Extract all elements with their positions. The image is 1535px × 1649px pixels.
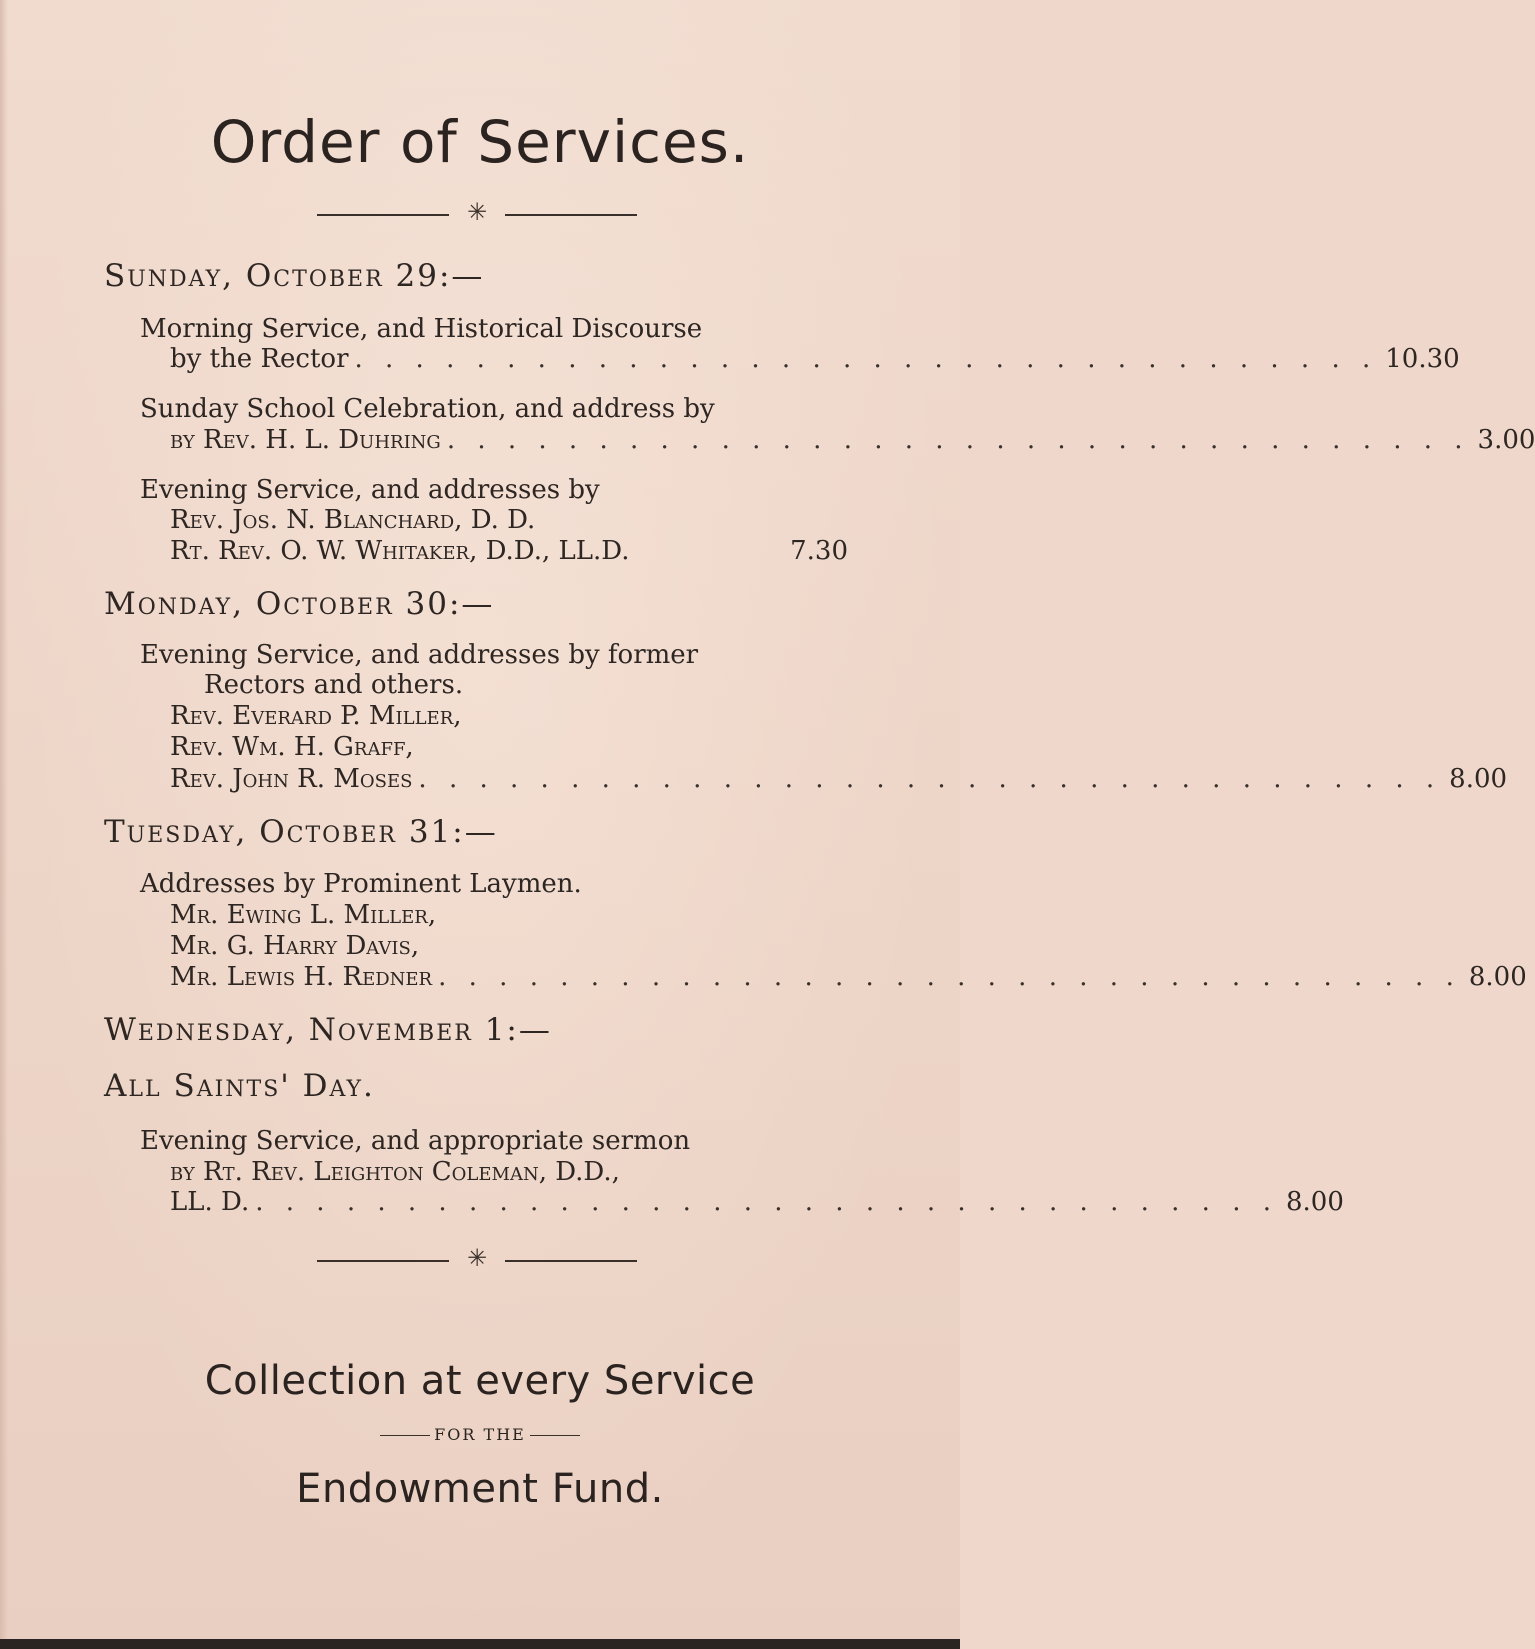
divider-line: [380, 1435, 430, 1437]
divider-line: [505, 214, 637, 216]
day-heading-monday: Monday, October 30:—: [104, 586, 495, 622]
service-time: 7.30: [790, 536, 848, 566]
leader-dots: . . . . . . . . . . . . . . . . . . . . . . . . . . . . . . . . . .: [446, 425, 1470, 455]
service-time: 10.30: [1385, 344, 1460, 374]
service-time: 8.00: [1449, 764, 1508, 794]
day-heading-wednesday: Wednesday, November 1:—: [104, 1012, 552, 1048]
divider-line: [530, 1435, 580, 1437]
service-line: [170, 1159, 620, 1185]
service-line: Mr. Ewing L. Miller,: [170, 900, 437, 930]
divider-line: [317, 214, 449, 216]
service-line: Mr. Lewis H. Redner: [170, 962, 433, 992]
leader-dots: . . . . . . . . . . . . . . . . . . . . . . . . . . . . . . . . . .: [418, 764, 1442, 794]
service-line: Evening Service, and addresses by former: [140, 640, 699, 670]
service-line: Rectors and others.: [204, 670, 464, 700]
divider-ornament-bottom: [317, 1246, 637, 1276]
divider-line: [505, 1260, 637, 1262]
leader-dots: . . . . . . . . . . . . . . . . . . . . . . . . . . . . . . . . . .: [255, 1187, 1278, 1217]
service-line: by the Rector: [170, 344, 349, 374]
service-time-row: [170, 1187, 1344, 1217]
service-line: Evening Service, and addresses by: [140, 475, 600, 505]
service-line: Rev. Everard P. Miller,: [170, 701, 462, 731]
service-line: Rev. Jos. N. Blanchard, D. D.: [170, 505, 536, 535]
service-line: Morning Service, and Historical Discourse: [140, 314, 703, 344]
asterisk-icon: ✳: [466, 198, 488, 226]
service-line: Mr. G. Harry Davis,: [170, 931, 420, 961]
leader-dots: . . . . . . . . . . . . . . . . . . . . . . . . . . . . . . . . . .: [438, 962, 1461, 992]
service-line: Addresses by Prominent Laymen.: [140, 869, 582, 899]
day-heading-tuesday: Tuesday, October 31:—: [104, 814, 498, 850]
endowment-fund-title: Endowment Fund.: [296, 1466, 664, 1512]
service-time-row: [170, 425, 1535, 455]
service-line: LL. D.: [170, 1187, 250, 1217]
service-line: Evening Service, and appropriate sermon: [140, 1126, 691, 1156]
service-time: 8.00: [1468, 962, 1527, 992]
day-subheading-all-saints: All Saints' Day.: [104, 1068, 375, 1104]
divider-ornament-top: [317, 200, 637, 230]
service-line: Rt. Rev. O. W. Whitaker, D.D., LL.D.: [170, 536, 630, 566]
service-time-row: [170, 764, 1508, 794]
service-line: Rev. Wm. H. Graff,: [170, 732, 414, 762]
service-line: by Rt. Rev. Leighton Coleman, D.D.,: [170, 1157, 620, 1187]
service-line: Rev. John R. Moses: [170, 764, 413, 794]
collection-notice: Collection at every Service: [204, 1358, 756, 1404]
service-time-row: [170, 538, 848, 564]
page-title: Order of Services.: [210, 108, 750, 176]
service-time-row: [170, 962, 1527, 992]
day-heading-sunday: Sunday, October 29:—: [104, 258, 485, 294]
service-time: 8.00: [1285, 1187, 1344, 1217]
leader-dots: . . . . . . . . . . . . . . . . . . . . . . . . . . . . . . . . . .: [354, 344, 1378, 374]
scan-bottom-edge: [0, 1639, 960, 1649]
for-the-text: FOR THE: [434, 1425, 526, 1444]
service-line: by Rev. H. L. Duhring: [170, 425, 441, 455]
for-the-line: [0, 1425, 960, 1444]
service-line: Sunday School Celebration, and address by: [140, 394, 715, 424]
service-time-row: [170, 344, 1460, 374]
asterisk-icon: ✳: [466, 1244, 488, 1272]
service-time: 3.00: [1477, 425, 1535, 455]
divider-line: [317, 1260, 449, 1262]
